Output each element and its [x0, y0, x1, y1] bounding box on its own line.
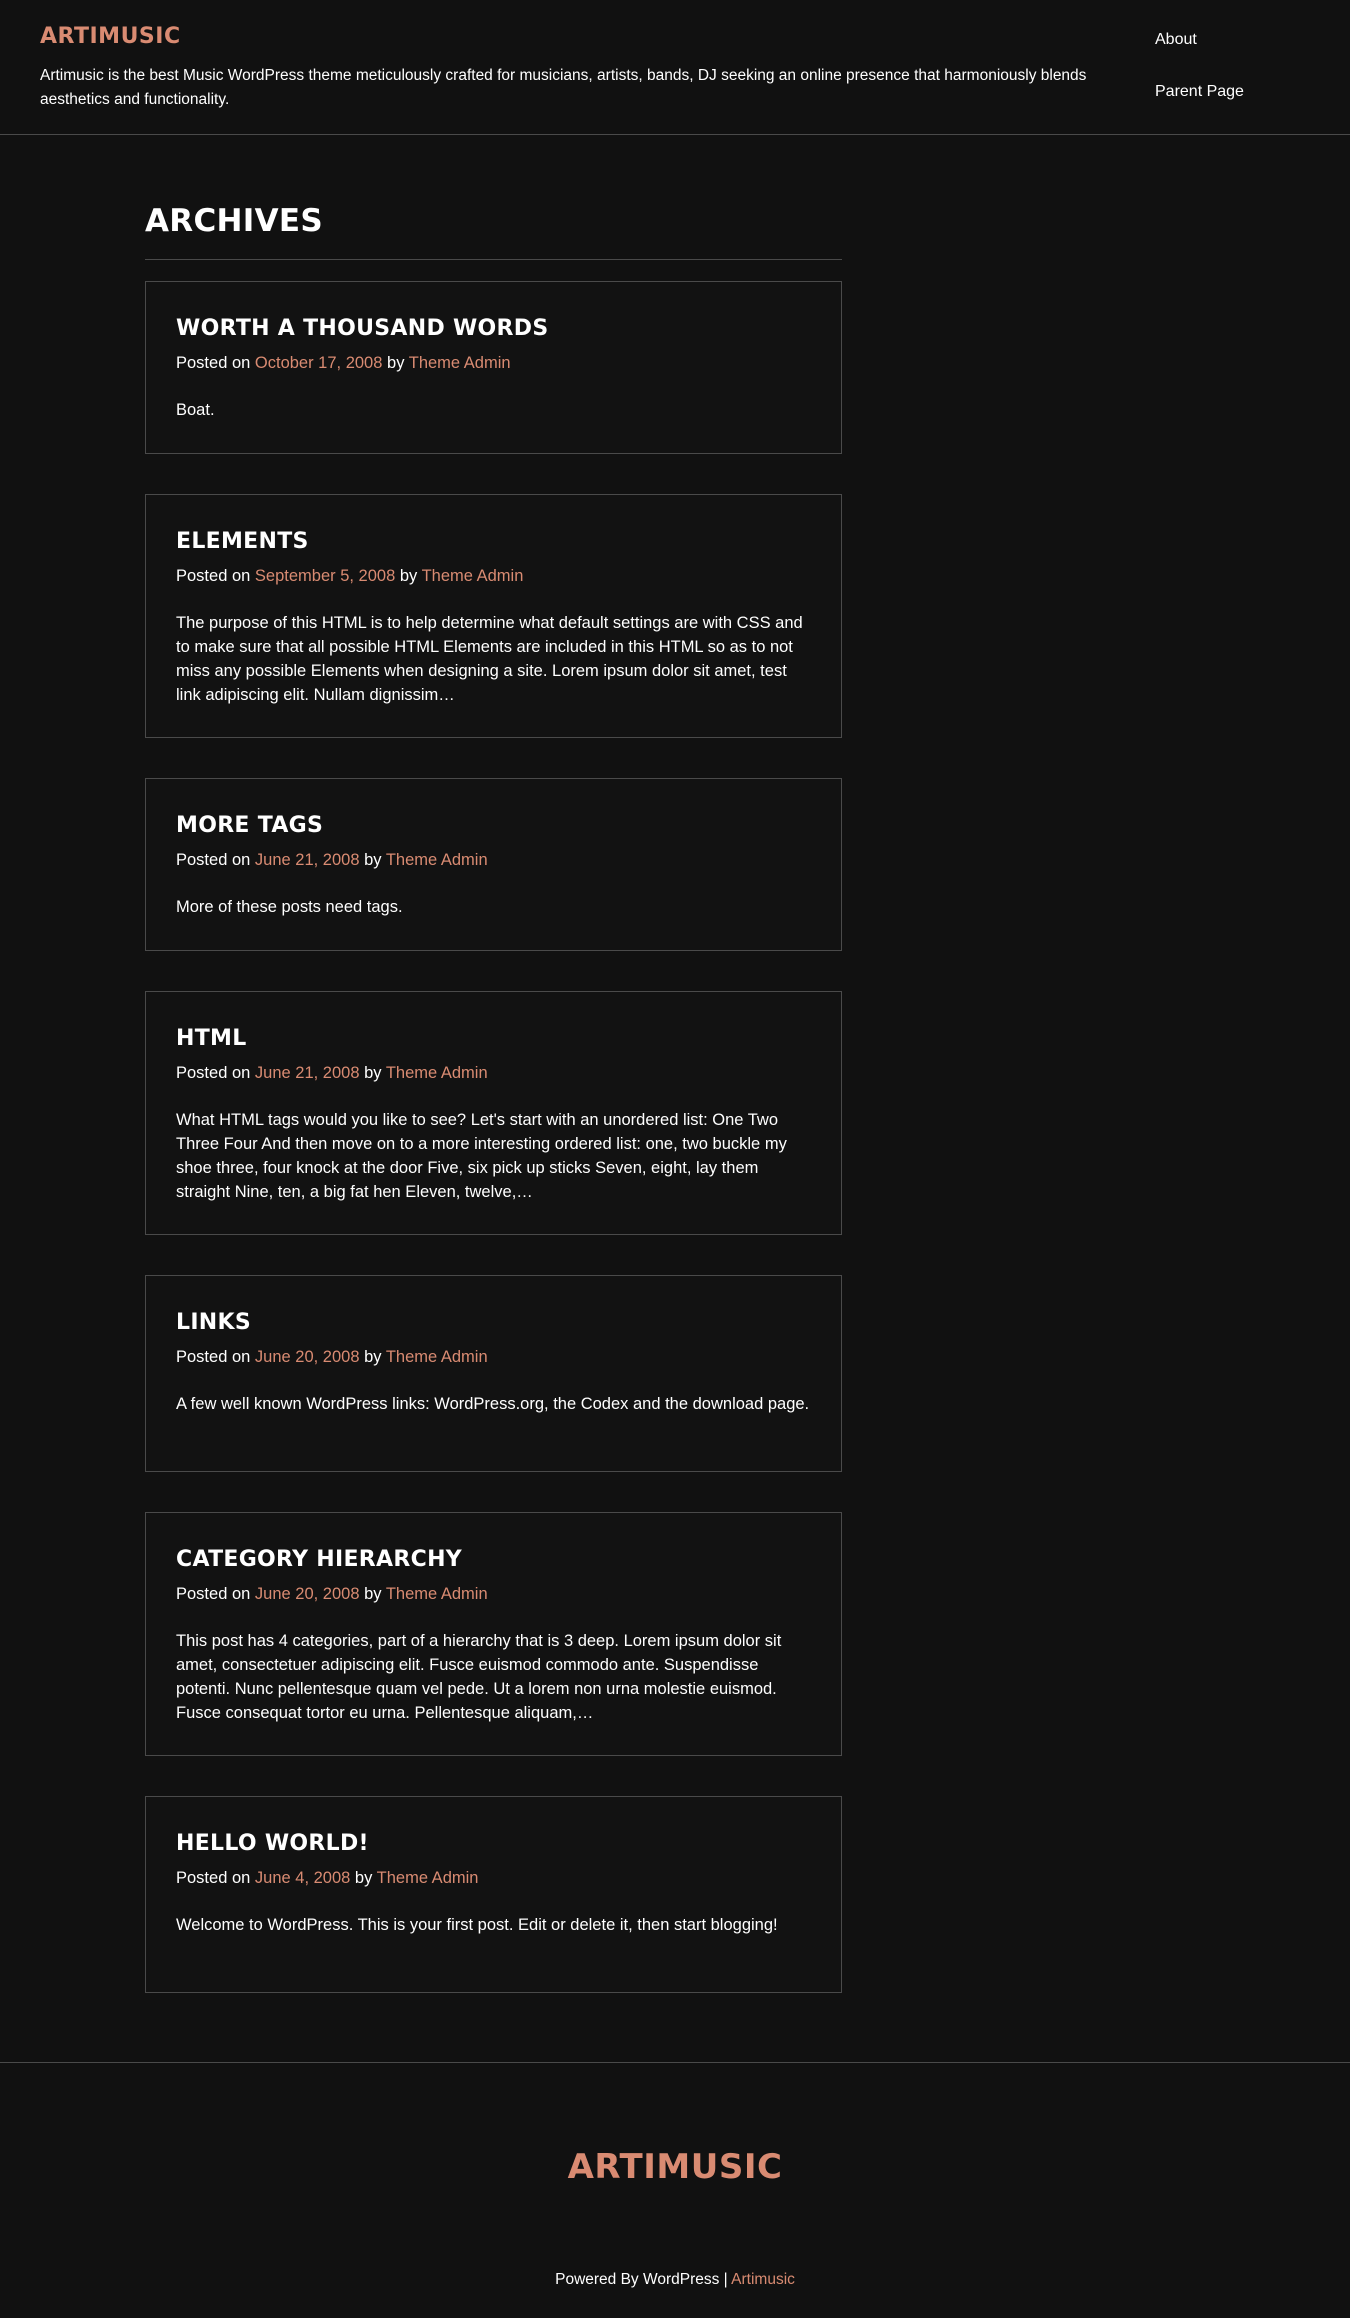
nav-item-parent-page[interactable]: Parent Page [1155, 83, 1244, 100]
post-card [145, 281, 842, 454]
post-title-link[interactable]: CATEGORY HIERARCHY [176, 1547, 463, 1572]
post-date-link[interactable]: June 21, 2008 [254, 1064, 360, 1082]
by-label: by [387, 354, 405, 372]
by-label: by [364, 1064, 382, 1082]
powered-by-text: Powered By WordPress | [555, 2271, 728, 2288]
post-meta [176, 1345, 488, 1369]
post-date-link[interactable]: June 21, 2008 [254, 851, 360, 869]
posted-on-label: Posted on [176, 1869, 251, 1887]
posted-on-label: Posted on [176, 1348, 251, 1366]
post-meta [176, 351, 511, 375]
post-author-link[interactable]: Theme Admin [385, 1348, 488, 1366]
by-label: by [364, 1348, 382, 1366]
post-meta [176, 1582, 488, 1606]
post-date-link[interactable]: October 17, 2008 [254, 354, 383, 372]
post-excerpt: A few well known WordPress links: WordPress.org, the Codex and the download page. [176, 1395, 810, 1413]
post-author-link[interactable]: Theme Admin [376, 1869, 479, 1887]
by-label: by [364, 1585, 382, 1603]
post-author-link[interactable]: Theme Admin [408, 354, 511, 372]
post-date-link[interactable]: June 20, 2008 [254, 1348, 360, 1366]
post-title-link[interactable]: WORTH A THOUSAND WORDS [176, 316, 549, 341]
post-excerpt: This post has 4 categories, part of a hierarchy that is 3 deep. Lorem ipsum dolor sit amet, consectetuer adipiscing elit. Fusce euismod commodo ante. Suspendisse potenti. Nunc pellentesque quam vel pede. Ut a lorem non urna molestie euismod. Fusce consequat tortor eu urna. Pellentesque aliquam,… [176, 1632, 782, 1722]
post-card [145, 1796, 842, 1993]
post-date-link[interactable]: June 20, 2008 [254, 1585, 360, 1603]
posted-on-label: Posted on [176, 1064, 251, 1082]
footer-credit [0, 2271, 1350, 2289]
post-excerpt: Boat. [176, 401, 215, 419]
post-title-link[interactable]: MORE TAGS [176, 813, 324, 838]
by-label: by [399, 567, 418, 585]
post-title-link[interactable]: HTML [176, 1026, 247, 1051]
post-meta [176, 1866, 478, 1890]
post-meta [176, 564, 523, 588]
nav-item-about[interactable]: About [1155, 31, 1197, 48]
post-date-link[interactable]: June 4, 2008 [254, 1869, 351, 1887]
post-card [145, 494, 842, 738]
posted-on-label: Posted on [176, 1585, 251, 1603]
site-footer [0, 2062, 1350, 2318]
post-title-link[interactable]: ELEMENTS [176, 529, 309, 554]
theme-link[interactable]: Artimusic [731, 2271, 795, 2288]
post-card [145, 778, 842, 951]
by-label: by [354, 1869, 373, 1887]
post-author-link[interactable]: Theme Admin [421, 567, 524, 585]
post-card [145, 1512, 842, 1756]
by-label: by [364, 851, 382, 869]
post-excerpt: Welcome to WordPress. This is your first post. Edit or delete it, then start blogging! [176, 1916, 778, 1934]
post-excerpt: What HTML tags would you like to see? Let's start with an unordered list: One Two Three Four And then move on to a more interesting ordered list: one, two buckle my shoe three, four knock at the door Five, six pick up sticks Seven, eight, lay them straight Nine, ten, a big fat hen Eleven, twelve,… [176, 1111, 787, 1201]
title-divider [145, 259, 842, 260]
post-card [145, 1275, 842, 1472]
post-title-link[interactable]: HELLO WORLD! [176, 1831, 369, 1856]
post-meta [176, 1061, 488, 1085]
post-author-link[interactable]: Theme Admin [385, 851, 488, 869]
site-description: Artimusic is the best Music WordPress theme meticulously crafted for musicians, artists, bands, DJ seeking an online presence that harmoniously blends aesthetics and functionality. [40, 67, 1087, 108]
page-title: ARCHIVES [145, 203, 323, 239]
posted-on-label: Posted on [176, 567, 251, 585]
post-date-link[interactable]: September 5, 2008 [254, 567, 396, 585]
post-title-link[interactable]: LINKS [176, 1310, 252, 1335]
posted-on-label: Posted on [176, 354, 251, 372]
post-author-link[interactable]: Theme Admin [385, 1585, 488, 1603]
post-meta [176, 848, 488, 872]
post-excerpt: More of these posts need tags. [176, 898, 403, 916]
primary-nav [1155, 28, 1244, 132]
post-card [145, 991, 842, 1235]
posted-on-label: Posted on [176, 851, 251, 869]
site-title-link[interactable]: ARTIMUSIC [40, 24, 181, 49]
site-header [0, 0, 1350, 135]
post-author-link[interactable]: Theme Admin [385, 1064, 488, 1082]
post-excerpt: The purpose of this HTML is to help determine what default settings are with CSS and to make sure that all possible HTML Elements are included in this HTML so as to not miss any possible Elements when designing a site. Lorem ipsum dolor sit amet, test link adipiscing elit. Nullam dignissim… [176, 614, 803, 704]
footer-site-title-link[interactable]: ARTIMUSIC [567, 2147, 783, 2187]
